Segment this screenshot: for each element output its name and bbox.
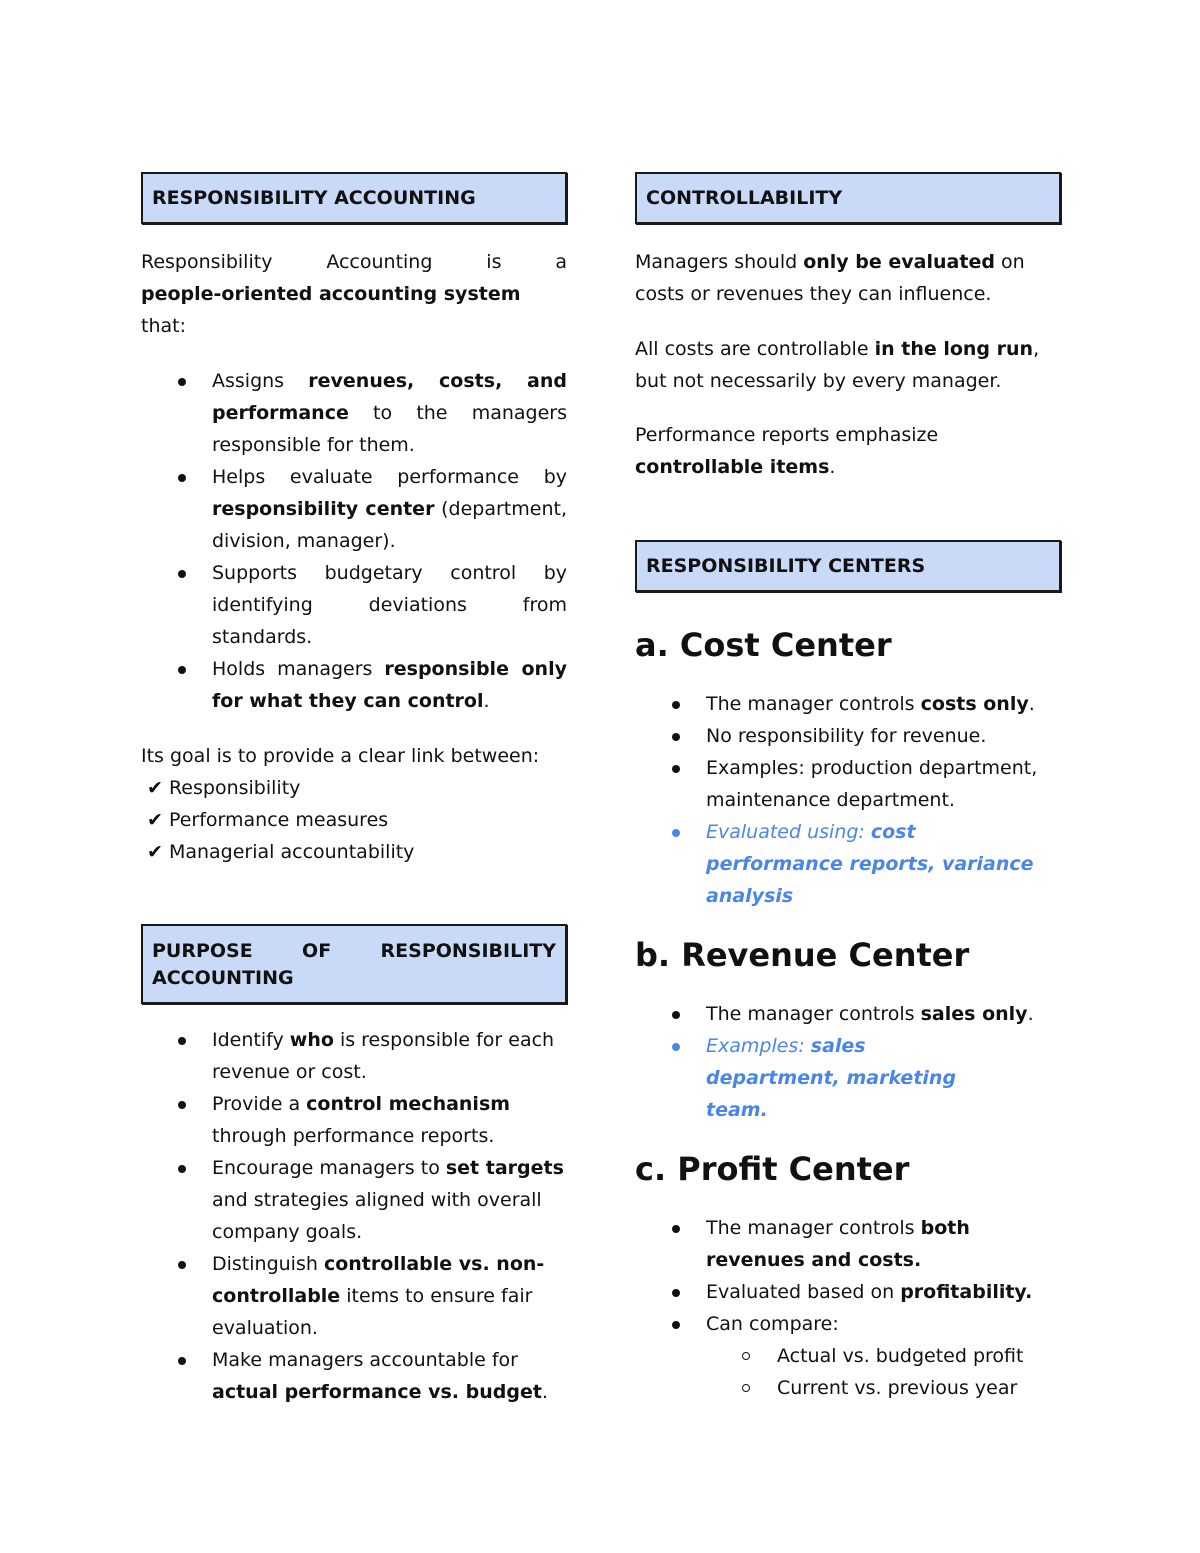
item-text: The manager controls bbox=[706, 693, 921, 715]
sub-list-item: Actual vs. budgeted profit bbox=[635, 1340, 1061, 1372]
para-text: , but not necessarily by every manager. bbox=[635, 338, 1040, 392]
item-text: Identify bbox=[212, 1029, 290, 1051]
controllability-paragraph-3 bbox=[635, 419, 975, 483]
profit-center-list bbox=[635, 1212, 1061, 1340]
purpose-heading-text: PURPOSE OF RESPONSIBILITY ACCOUNTING bbox=[152, 940, 556, 989]
item-bold: control mechanism bbox=[306, 1093, 511, 1115]
item-text: Encourage managers to bbox=[212, 1157, 446, 1179]
item-bold: . bbox=[913, 1249, 922, 1271]
list-item bbox=[635, 816, 1061, 912]
item-text: . bbox=[1028, 693, 1035, 715]
list-item bbox=[635, 1276, 1061, 1308]
check-list bbox=[141, 772, 567, 868]
item-text: items to ensure fair evaluation. bbox=[212, 1285, 533, 1339]
para-text: on costs or revenues they can influence. bbox=[635, 251, 1025, 305]
list-item bbox=[141, 461, 567, 557]
list-item bbox=[141, 653, 567, 717]
item-bold: cost performance reports, variance analysis bbox=[706, 821, 1034, 907]
para-text: Performance reports emphasize bbox=[635, 424, 939, 446]
item-bold: responsible only for what they can control bbox=[212, 658, 567, 712]
heading-text: CONTROLLABILITY bbox=[646, 187, 843, 209]
purpose-heading-line bbox=[152, 938, 556, 992]
item-text: through performance reports. bbox=[212, 1125, 495, 1147]
revenue-center-title: b. Revenue Center bbox=[635, 936, 970, 974]
item-bold: profitability bbox=[900, 1281, 1026, 1303]
list-item bbox=[141, 1024, 567, 1088]
responsibility-centers-heading bbox=[635, 540, 1061, 592]
check-item: ✔ Performance measures bbox=[147, 809, 389, 831]
item-bold: . bbox=[1025, 1281, 1033, 1303]
cost-center-list bbox=[635, 688, 1061, 912]
item-text: The manager controls bbox=[706, 1217, 921, 1239]
left-column bbox=[141, 172, 567, 1408]
item-text: Supports budgetary control by identifying deviations from standards. bbox=[212, 562, 567, 648]
purpose-heading bbox=[141, 924, 567, 1004]
item-bold: controllable vs. non-controllable bbox=[212, 1253, 545, 1307]
list-item bbox=[635, 1212, 1061, 1276]
item-bold: set targets bbox=[445, 1157, 564, 1179]
item-text: is responsible for each revenue or cost. bbox=[212, 1029, 555, 1083]
item-text: Can compare: bbox=[706, 1313, 839, 1335]
list-item bbox=[141, 557, 567, 653]
cost-center-title: a. Cost Center bbox=[635, 626, 892, 664]
accounting-bullet-list bbox=[141, 365, 567, 717]
item-text: The manager controls bbox=[706, 1003, 921, 1025]
item-text: . bbox=[1027, 1003, 1034, 1025]
item-text: . bbox=[483, 690, 490, 712]
intro-line-2 bbox=[141, 278, 567, 342]
list-item bbox=[635, 688, 1061, 720]
item-text: Examples: bbox=[706, 1035, 811, 1057]
item-text: (department, division, manager). bbox=[212, 498, 567, 552]
para-text: All costs are controllable bbox=[635, 338, 875, 360]
item-bold: costs only bbox=[920, 693, 1029, 715]
item-text: Make managers accountable for bbox=[212, 1349, 518, 1371]
controllability-paragraph-1 bbox=[635, 246, 1061, 310]
list-item bbox=[141, 1152, 567, 1248]
list-item bbox=[141, 1088, 567, 1152]
para-bold: controllable items bbox=[635, 456, 830, 478]
responsibility-accounting-heading bbox=[141, 172, 567, 224]
intro-line: Responsibility Accounting is a bbox=[141, 251, 567, 273]
item-bold: actual performance vs. budget bbox=[212, 1381, 542, 1403]
revenue-center-list bbox=[635, 998, 1061, 1126]
sub-list-item: Current vs. previous year bbox=[635, 1372, 1061, 1404]
list-item bbox=[141, 1344, 567, 1408]
profit-center-title: c. Profit Center bbox=[635, 1150, 910, 1188]
item-bold: sales department, marketing team bbox=[706, 1035, 957, 1121]
para-bold: only be evaluated bbox=[803, 251, 995, 273]
item-text: Distinguish bbox=[212, 1253, 324, 1275]
list-item bbox=[635, 1030, 1061, 1126]
item-bold: both revenues and costs bbox=[706, 1217, 970, 1271]
item-text: Holds managers bbox=[212, 658, 385, 680]
intro-bold: people-oriented accounting system bbox=[141, 283, 521, 305]
purpose-bullet-list bbox=[141, 1024, 567, 1408]
item-bold: revenues, costs, and performance bbox=[212, 370, 567, 424]
list-item bbox=[635, 998, 1061, 1030]
list-item bbox=[635, 1308, 1061, 1340]
item-bold: responsibility center bbox=[212, 498, 435, 520]
item-bold: . bbox=[760, 1099, 768, 1121]
item-bold: sales only bbox=[920, 1003, 1028, 1025]
para-text: . bbox=[829, 456, 836, 478]
list-item bbox=[141, 365, 567, 461]
item-bold: who bbox=[289, 1029, 334, 1051]
controllability-heading bbox=[635, 172, 1061, 224]
item-text: Provide a bbox=[212, 1093, 307, 1115]
intro-rest: that: bbox=[141, 315, 186, 337]
controllability-paragraph-2 bbox=[635, 333, 1061, 397]
item-text: No responsibility for revenue. bbox=[706, 725, 987, 747]
profit-compare-sublist bbox=[635, 1340, 1061, 1404]
right-column bbox=[635, 172, 1061, 1404]
goal-text: Its goal is to provide a clear link between: bbox=[141, 745, 540, 767]
para-bold: in the long run bbox=[874, 338, 1034, 360]
check-item: ✔ Responsibility bbox=[147, 777, 301, 799]
item-text: Helps evaluate performance by bbox=[212, 466, 567, 488]
list-item bbox=[635, 752, 1061, 816]
item-text: Assigns bbox=[212, 370, 309, 392]
heading-text: RESPONSIBILITY CENTERS bbox=[646, 555, 926, 577]
list-item bbox=[635, 720, 1061, 752]
check-item: ✔ Managerial accountability bbox=[147, 841, 415, 863]
item-text: Evaluated based on bbox=[706, 1281, 901, 1303]
item-text: and strategies aligned with overall company goals. bbox=[212, 1189, 542, 1243]
item-text: Evaluated using: bbox=[706, 821, 871, 843]
item-text: . bbox=[541, 1381, 548, 1403]
heading-text: RESPONSIBILITY ACCOUNTING bbox=[152, 187, 476, 209]
item-text: to the managers responsible for them. bbox=[212, 402, 567, 456]
list-item bbox=[141, 1248, 567, 1344]
para-text: Managers should bbox=[635, 251, 804, 273]
item-text: Examples: production department, maintenance department. bbox=[706, 757, 1038, 811]
